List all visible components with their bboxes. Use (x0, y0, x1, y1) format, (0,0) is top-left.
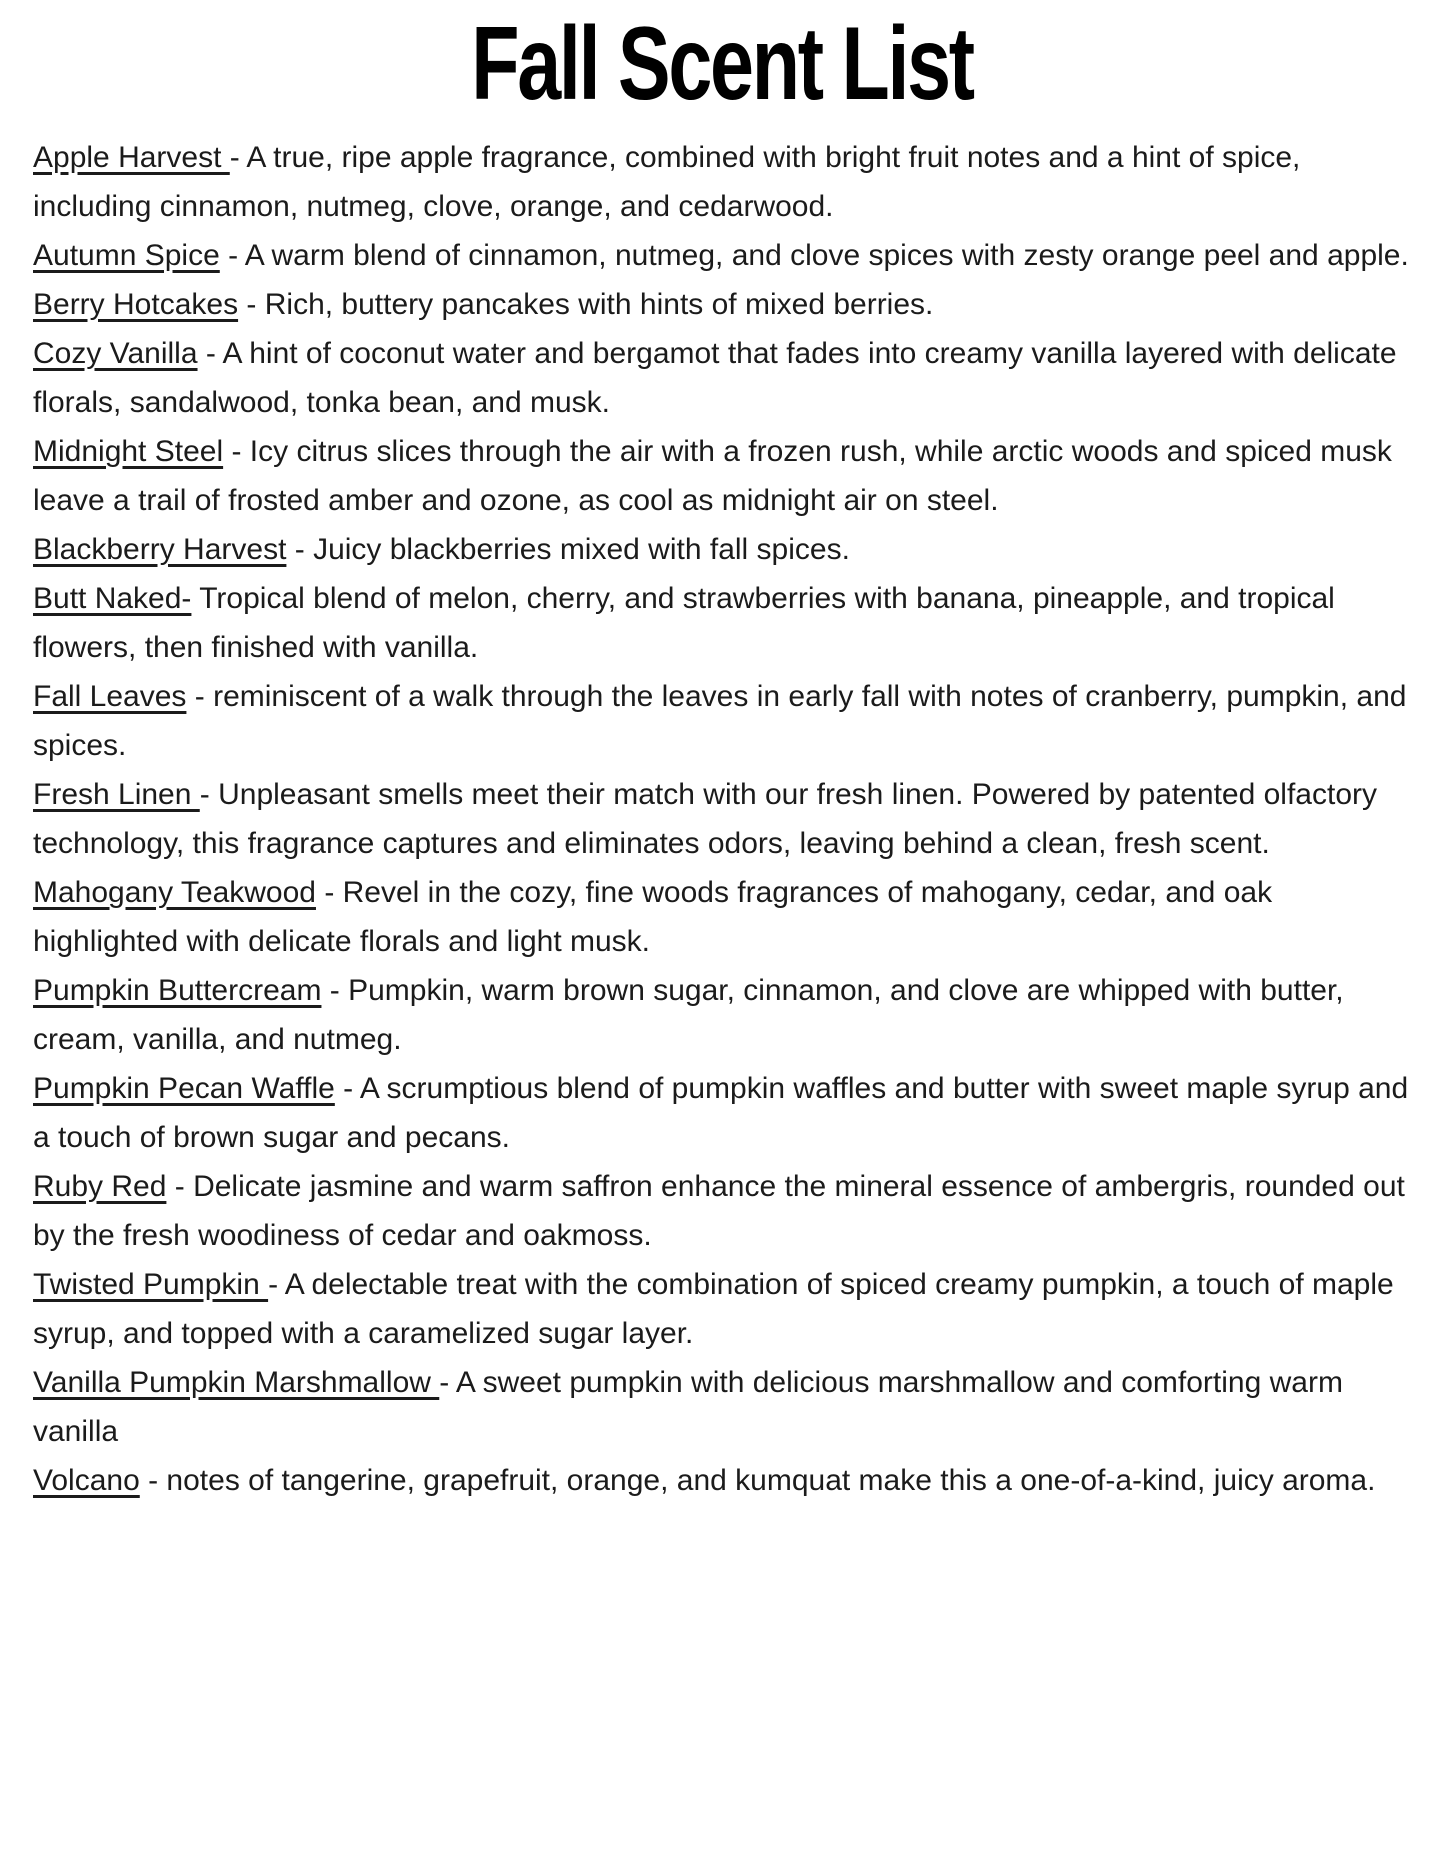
scent-description: - A delectable treat with the combination of spiced creamy pumpkin, a touch of maple syrup, and topped with a caramelized sugar layer. (33, 1268, 1394, 1350)
scent-name: Twisted Pumpkin (33, 1268, 269, 1301)
scent-description: - A scrumptious blend of pumpkin waffles and butter with sweet maple syrup and a touch of brown sugar and pecans. (33, 1072, 1409, 1154)
scent-description: - Delicate jasmine and warm saffron enhance the mineral essence of ambergris, rounded out by the fresh woodiness of cedar and oakmoss. (33, 1170, 1405, 1252)
scent-name: Autumn Spice (33, 239, 220, 272)
scent-description: - Rich, buttery pancakes with hints of mixed berries. (238, 288, 934, 321)
scent-entry-apple-harvest (33, 133, 1417, 231)
scent-entry-berry-hotcakes (33, 280, 1417, 329)
scent-description: - A warm blend of cinnamon, nutmeg, and clove spices with zesty orange peel and apple. (219, 239, 1409, 272)
scent-entry-pumpkin-pecan-waffle (33, 1064, 1417, 1162)
scent-entry-butt-naked (33, 574, 1417, 672)
scent-entry-midnight-steel (33, 427, 1417, 525)
scent-entry-pumpkin-buttercream (33, 966, 1417, 1064)
scent-description: - A true, ripe apple fragrance, combined with bright fruit notes and a hint of spice, including cinnamon, nutmeg, clove, orange, and cedarwood. (33, 141, 1301, 223)
scent-name: Fresh Linen (33, 778, 200, 811)
scent-description: - Revel in the cozy, fine woods fragrances of mahogany, cedar, and oak highlighted with delicate florals and light musk. (33, 876, 1273, 958)
scent-description: - Pumpkin, warm brown sugar, cinnamon, and clove are whipped with butter, cream, vanilla, and nutmeg. (33, 974, 1344, 1056)
scent-description: - A hint of coconut water and bergamot that fades into creamy vanilla layered with delicate florals, sandalwood, tonka bean, and musk. (33, 337, 1397, 419)
scent-description: - A sweet pumpkin with delicious marshmallow and comforting warm vanilla (33, 1366, 1343, 1448)
scent-description: - Icy citrus slices through the air with a frozen rush, while arctic woods and spiced musk leave a trail of frosted amber and ozone, as cool as midnight air on steel. (33, 435, 1392, 517)
scent-description: - reminiscent of a walk through the leaves in early fall with notes of cranberry, pumpkin, and spices. (33, 680, 1407, 762)
scent-list (0, 128, 1445, 1505)
page-title: Fall Scent List (471, 6, 974, 122)
scent-description: - notes of tangerine, grapefruit, orange, and kumquat make this a one-of-a-kind, juicy aroma. (139, 1464, 1376, 1497)
scent-name: Blackberry Harvest (33, 533, 287, 566)
scent-name: Cozy Vanilla (33, 337, 198, 370)
scent-name: Butt Naked- (33, 582, 192, 615)
scent-name: Ruby Red (33, 1170, 167, 1203)
scent-entry-ruby-red (33, 1162, 1417, 1260)
title-row (0, 0, 1445, 128)
scent-name: Pumpkin Buttercream (33, 974, 322, 1007)
scent-name: Pumpkin Pecan Waffle (33, 1072, 335, 1105)
scent-description: - Unpleasant smells meet their match with our fresh linen. Powered by patented olfactory technology, this fragrance captures and eliminates odors, leaving behind a clean, fresh scent. (33, 778, 1378, 860)
scent-name: Apple Harvest (33, 141, 230, 174)
scent-entry-vanilla-pumpkin-marshmallow (33, 1358, 1417, 1456)
scent-description: - Juicy blackberries mixed with fall spices. (286, 533, 850, 566)
scent-entry-fall-leaves (33, 672, 1417, 770)
scent-name: Vanilla Pumpkin Marshmallow (33, 1366, 440, 1399)
scent-entry-autumn-spice (33, 231, 1417, 280)
scent-name: Berry Hotcakes (33, 288, 239, 321)
scent-name: Midnight Steel (33, 435, 224, 468)
scent-name: Volcano (33, 1464, 140, 1497)
scent-entry-fresh-linen (33, 770, 1417, 868)
scent-entry-mahogany-teakwood (33, 868, 1417, 966)
scent-entry-cozy-vanilla (33, 329, 1417, 427)
scent-description: Tropical blend of melon, cherry, and strawberries with banana, pineapple, and tropical flowers, then finished with vanilla. (33, 582, 1335, 664)
scent-entry-twisted-pumpkin (33, 1260, 1417, 1358)
scent-entry-blackberry-harvest (33, 525, 1417, 574)
scent-entry-volcano (33, 1456, 1417, 1505)
scent-name: Mahogany Teakwood (33, 876, 316, 909)
scent-name: Fall Leaves (33, 680, 187, 713)
